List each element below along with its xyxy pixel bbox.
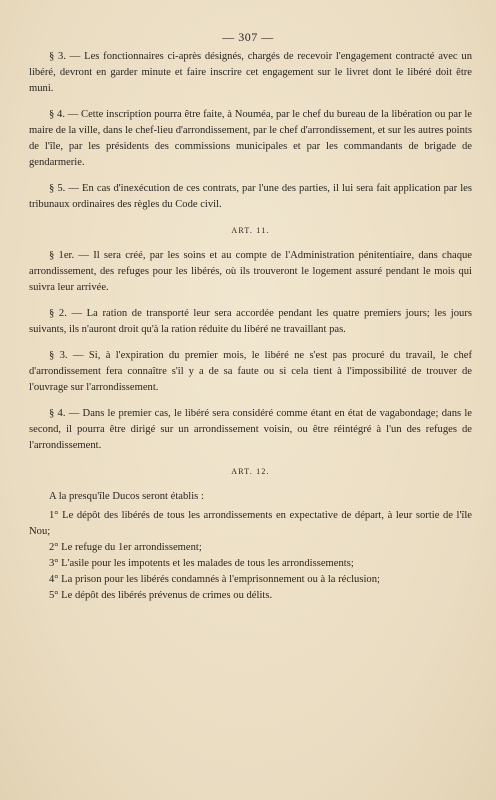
paragraph-art11-s2: § 2. — La ration de transporté leur sera accordée pendant les quatre premiers jours; les jours suivants, ils n'auront droit qu'à la ration réduite du libéré ne travaillant pas. [29, 308, 472, 335]
list-item: 3° L'asile pour les impotents et les malades de tous les arrondissements; [49, 558, 354, 569]
list-item: 4° La prison pour les libérés condamnés à l'emprisonnement ou à la réclusion; [49, 574, 380, 585]
article-12-heading: ART. 12. [231, 467, 270, 476]
paragraph-art11-s3: § 3. — Si, à l'expiration du premier mois, le libéré ne s'est pas procuré du travail, le chef d'arrondissement fera connaître s'il y a de sa faute ou si cela tient à l'impossibilité de trouver de l'ouvrage sur l'arrondissement. [29, 350, 472, 393]
page-number: — 307 — [222, 30, 274, 44]
paragraph-art11-s1: § 1er. — Il sera créé, par les soins et au compte de l'Administration pénitentiaire, dans chaque arrondissement, des refuges pour les libérés, où ils trouveront le logement assuré pendant le mois qui suivra leur arrivée. [29, 250, 472, 293]
paragraph-art11-s4: § 4. — Dans le premier cas, le libéré sera considéré comme étant en état de vagabondage; dans le second, il pourra être dirigé sur un arrondissement voisin, ou être réintégré à l'un des refuges de l'arrondissement. [29, 408, 472, 451]
article-12-intro: A la presqu'île Ducos seront établis : [49, 491, 204, 502]
article-11-heading: ART. 11. [231, 226, 270, 235]
article-12-list [29, 508, 472, 604]
list-item: 1° Le dépôt des libérés de tous les arrondissements en expectative de départ, à leur sortie de l'île Nou; [29, 510, 472, 537]
paragraph-art10-s3: § 3. — Les fonctionnaires ci-après désignés, chargés de recevoir l'engagement contracté avec un libéré, devront en garder minute et faire inscrire cet engagement sur le livret dont le libéré doit être muni. [29, 51, 472, 94]
page-body [29, 49, 472, 604]
list-item: 5° Le dépôt des libérés prévenus de crimes ou délits. [49, 590, 273, 601]
list-item: 2° Le refuge du 1er arrondissement; [49, 542, 202, 553]
paragraph-art10-s4: § 4. — Cette inscription pourra être faite, à Nouméa, par le chef du bureau de la libération ou par le maire de la ville, dans le chef-lieu d'arrondissement, par le chef d'arrondissement, et sur les autres points de l'île, par les présidents des commissions municipales et par les commandants de brigade de gendarmerie. [29, 109, 472, 168]
paragraph-art10-s5: § 5. — En cas d'inexécution de ces contrats, par l'une des parties, il lui sera fait application par les tribunaux ordinaires des règles du Code civil. [29, 183, 472, 210]
